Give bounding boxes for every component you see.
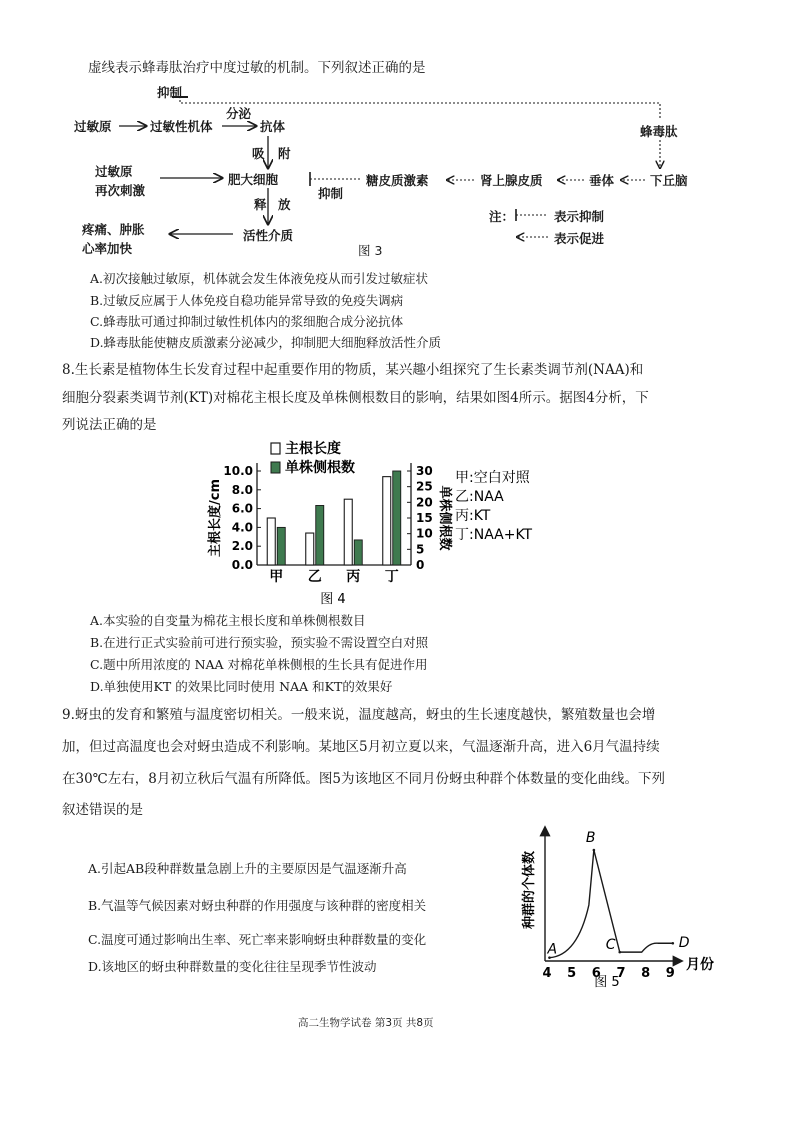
- y-tick-label-left: 10.0: [223, 464, 253, 478]
- q8-option-a: A.本实验的自变量为棉花主根长度和单株侧根数目: [90, 613, 366, 628]
- diagram-secrete: 分泌: [226, 106, 252, 121]
- diagram-pituitary: 垂体: [589, 173, 615, 188]
- x-tick-label: 5: [567, 966, 577, 981]
- y-tick-label-right: 0: [416, 558, 425, 572]
- y-tick-label-left: 2.0: [231, 539, 253, 554]
- diagram-glucocorticoid: 糖皮质激素: [366, 173, 429, 188]
- point-label-C: C: [605, 937, 616, 954]
- bar-lateral-roots-0: [277, 527, 285, 565]
- diagram-allergen: 过敏原: [74, 119, 112, 134]
- diagram-active-medium: 活性介质: [243, 228, 294, 243]
- group-legend-item: 丙:KT: [455, 508, 491, 524]
- q9-option-a: A.引起AB段种群数量急剧上升的主要原因是气温逐渐升高: [88, 861, 407, 876]
- x-tick-label: 甲: [269, 569, 284, 585]
- diagram-antibody: 抗体: [260, 119, 286, 134]
- y-tick-label-left: 8.0: [231, 482, 253, 497]
- q8-option-d: D.单独使用KT 的效果比同时使用 NAA 和KT的效果好: [90, 679, 393, 694]
- diagram-inhibit-mid: 抑制: [318, 186, 344, 201]
- y-tick-label-right: 5: [416, 542, 425, 557]
- q9-option-d: D.该地区的蚜虫种群数量的变化往往呈现季节性波动: [88, 959, 377, 974]
- bar-main-root-1: [306, 533, 314, 565]
- y-tick-label-right: 30: [416, 464, 433, 478]
- legend-label-lateral-roots: 单株侧根数: [285, 460, 355, 476]
- q7-option-c: C.蜂毒肽可通过抑制过敏性机体内的浆细胞合成分泌抗体: [90, 314, 404, 329]
- diagram-release-1: 释: [254, 197, 267, 212]
- group-legend-item: 乙:NAA: [455, 489, 504, 505]
- q8-option-b: B.在进行正式实验前可进行预实验，预实验不需设置空白对照: [90, 635, 429, 650]
- diagram-legend-inhibit: 表示抑制: [554, 209, 605, 224]
- q7-option-d: D.蜂毒肽能使糖皮质激素分泌减少，抑制肥大细胞释放活性介质: [90, 335, 442, 350]
- bar-main-root-3: [383, 477, 391, 565]
- y-axis-title-right: 单株侧根数: [437, 485, 452, 551]
- curve-point-C: [618, 951, 621, 954]
- x-tick-label: 7: [616, 966, 626, 981]
- diagram-legend-note: 注：: [489, 209, 515, 224]
- x-tick-label: 乙: [307, 569, 322, 585]
- point-label-D: D: [678, 935, 690, 952]
- x-tick-label: 8: [641, 966, 651, 981]
- diagram-symptoms-1: 疼痛、肿胀: [82, 222, 145, 237]
- q8-stem-line-2: 细胞分裂素类调节剂(KT)对棉花主根长度及单株侧根数目的影响，结果如图4所示。据图4分析，下: [62, 390, 649, 406]
- y-tick-label-left: 4.0: [231, 520, 253, 535]
- group-legend-item: 甲:空白对照: [455, 470, 530, 486]
- x-tick-label: 丙: [346, 569, 361, 585]
- diagram-inhibit-top: 抑制: [157, 85, 183, 100]
- figure-5-caption: 图 5: [594, 975, 620, 990]
- figure-5-svg: [515, 818, 725, 1018]
- x-tick-label: 丁: [384, 569, 399, 585]
- y-tick-label-left: 6.0: [231, 501, 253, 516]
- x-tick-label: 4: [542, 966, 552, 981]
- group-legend-item: 丁:NAA+KT: [455, 527, 533, 543]
- bar-lateral-roots-3: [393, 471, 401, 565]
- bar-main-root-2: [344, 499, 352, 565]
- bar-lateral-roots-1: [316, 505, 324, 565]
- x-tick-label: 9: [665, 966, 675, 981]
- figure-4-chart: [205, 435, 565, 610]
- diagram-allergen-again-1: 过敏原: [95, 164, 133, 179]
- q9-stem-line-3: 在30℃左右，8月初立秋后气温有所降低。图5为该地区不同月份蚜虫种群个体数量的变化曲线。下列: [62, 771, 665, 787]
- q9-option-c: C.温度可通过影响出生率、死亡率来影响蚜虫种群数量的变化: [88, 932, 427, 947]
- figure-4-svg: [205, 435, 565, 610]
- curve-point-B: [593, 849, 596, 852]
- x-axis-title: 月份: [686, 957, 714, 973]
- diagram-symptoms-2: 心率加快: [82, 241, 133, 256]
- diagram-adsorb-1: 吸: [252, 146, 265, 161]
- diagram-adrenal-cortex: 肾上腺皮质: [480, 173, 543, 188]
- legend-swatch-lateral-roots: [271, 462, 280, 473]
- figure-3-diagram: [0, 80, 793, 265]
- diagram-allergic-body: 过敏性机体: [150, 119, 213, 134]
- legend-swatch-main-root: [271, 443, 280, 454]
- q9-stem-line-2: 加，但过高温度也会对蚜虫造成不利影响。某地区5月初立夏以来，气温逐渐升高，进入6月气温持续: [62, 739, 660, 755]
- diagram-adsorb-2: 附: [278, 146, 291, 161]
- diagram-mast-cell: 肥大细胞: [228, 172, 279, 187]
- y-tick-label-right: 25: [416, 479, 433, 494]
- point-label-A: A: [547, 941, 558, 958]
- q8-option-c: C.题中所用浓度的 NAA 对棉花单株侧根的生长具有促进作用: [90, 657, 428, 672]
- y-tick-label-right: 15: [416, 511, 433, 525]
- q9-stem-line-1: 9.蚜虫的发育和繁殖与温度密切相关。一般来说，温度越高，蚜虫的生长速度越快，繁殖数量也会增: [62, 707, 656, 723]
- diagram-allergen-again-2: 再次刺激: [95, 183, 146, 198]
- page-footer: 高二生物学试卷 第3页 共8页: [298, 1017, 434, 1029]
- q8-stem-line-1: 8.生长素是植物体生长发育过程中起重要作用的物质，某兴趣小组探究了生长素类调节剂(NAA)和: [62, 362, 644, 378]
- curve-point-D: [672, 942, 675, 945]
- q7-option-a: A.初次接触过敏原，机体就会发生体液免疫从而引发过敏症状: [90, 271, 429, 286]
- x-tick-label: 6: [591, 966, 601, 981]
- q7-option-b: B.过敏反应属于人体免疫自稳功能异常导致的免疫失调病: [90, 293, 404, 308]
- legend-label-main-root: 主根长度: [285, 441, 341, 457]
- q9-option-b: B.气温等气候因素对蚜虫种群的作用强度与该种群的密度相关: [88, 898, 427, 913]
- point-label-B: B: [585, 830, 596, 846]
- figure-3-caption: 图 3: [358, 243, 383, 258]
- y-axis-title-left: 主根长度/cm: [208, 478, 223, 558]
- diagram-legend-promote: 表示促进: [554, 231, 605, 246]
- diagram-bee-venom: 蜂毒肽: [640, 124, 678, 139]
- q9-stem-line-4: 叙述错误的是: [62, 802, 143, 818]
- diagram-release-2: 放: [278, 197, 291, 212]
- bar-lateral-roots-2: [354, 540, 362, 565]
- y-axis-title: 种群的个体数: [522, 850, 537, 930]
- diagram-hypothalamus: 下丘脑: [650, 173, 688, 188]
- y-tick-label-left: 0.0: [231, 558, 253, 572]
- q7-intro: 虚线表示蜂毒肽治疗中度过敏的机制。下列叙述正确的是: [88, 60, 426, 76]
- figure-5-chart: [515, 818, 725, 1018]
- y-tick-label-right: 10: [416, 526, 433, 541]
- figure-4-caption: 图 4: [320, 592, 346, 607]
- y-tick-label-right: 20: [416, 495, 433, 510]
- q8-stem-line-3: 列说法正确的是: [62, 417, 157, 433]
- bar-main-root-0: [267, 518, 275, 565]
